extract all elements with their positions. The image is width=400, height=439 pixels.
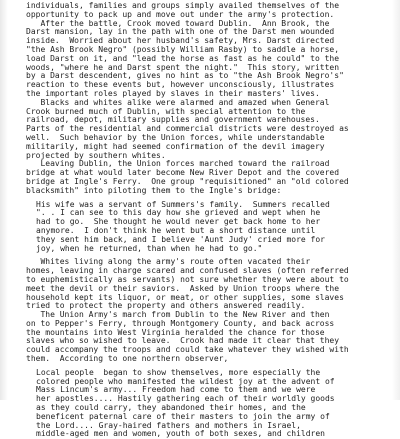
text-line: After the battle, Crook moved toward Dublin. Ann Brook, the (26, 18, 330, 28)
text-line: "the Ash Brook Negro" (possibly William Rasby) to saddle a horse, (26, 44, 340, 54)
block-quote (26, 201, 380, 254)
text-line: tried to protect the property and others answered readily. (26, 301, 306, 311)
text-line: opportunity to pack up and move out under the army's protection. (26, 9, 335, 19)
text-line: colored people who manifested the wildest joy at the advent of (36, 376, 335, 386)
text-line: individuals, families and groups simply availed themselves of the (26, 1, 340, 10)
text-line: the important roles played by slaves in their masters' lives. (26, 88, 320, 98)
text-line: blacksmith" into piloting them to the Ingle's bridge: (26, 185, 282, 195)
text-line: her apostles.... Hastily gathering each of their worldly goods (36, 394, 335, 404)
text-line: could accompany the troops and could take whatever they wished with (26, 345, 349, 355)
text-line: Mass Lincum's army... Freedom had come to them and we were (36, 385, 316, 395)
text-line: to euphemistically as servants) not sure whether they were about to (26, 274, 349, 284)
paragraph (26, 258, 380, 364)
text-line: Local people began to show themselves, more especially the (36, 367, 321, 377)
text-line: household kept its liquor, or meat, or other supplies, some slaves (26, 292, 344, 302)
text-line: militarily, might had seemed confirmation of the devil imagery (26, 141, 325, 151)
text-line: load Darst on it, and "lead the horse as fast as he could" to the (26, 53, 340, 63)
text-line: by a Darst descendent, gives no hint as to "the Ash Brook Negro's" (26, 71, 344, 81)
text-line: His wife was a servant of Summers's family. Summers recalled (36, 199, 330, 209)
text-line: middle-aged men and women, youth of both sexes, and children (36, 429, 325, 439)
text-line: the mountains into West Virginia heralded the chance for those (26, 327, 325, 337)
page-left-edge-shadow (0, 0, 8, 400)
text-line: Darst mansion, lay in the path with one of the Darst men wounded (26, 27, 335, 37)
paragraph (26, 2, 380, 196)
text-line: as they could carry, they abandoned their homes, and the (36, 403, 306, 413)
page-right-edge-shadow (392, 0, 400, 400)
text-line: slaves who so wished to leave. Crook had made it clear that they (26, 336, 340, 346)
text-line: projected by southern whites. (26, 150, 166, 160)
text-line: bridge at Ingle's Ferry. One group "requisitioned" an "old colored (26, 176, 349, 186)
text-line: beneficent paternal care of their masters to join the army of (36, 411, 330, 421)
text-line: Parts of the residential and commercial districts were destroyed as (26, 124, 349, 134)
text-line: joy, when he returned, than when he had to go." (36, 243, 263, 253)
text-line: ". . I can see to this day how she grieved and wept when he (36, 208, 321, 218)
text-line: railroad, depot, military supplies and government warehouses. (26, 115, 320, 125)
text-line: had to go. She thought he would never get back home to her (36, 217, 321, 227)
body-text (26, 2, 380, 439)
text-line: on to Pepper's Ferry, through Montgomery County, and back across (26, 318, 335, 328)
text-line: the Lord.... Gray-haired fathers and mothers in Israel, (36, 420, 301, 430)
text-line: Leaving Dublin, the Union forces marched toward the railroad (26, 159, 330, 169)
text-line: reaction to these events but, however unconsciously, illustrates (26, 80, 335, 90)
text-line: woods, "where he and Darst spent the night." This story, written (26, 62, 340, 72)
text-line: Whites living along the army's route often vacated their (26, 257, 311, 267)
block-quote (26, 369, 380, 439)
text-line: bridge at what would later become New River Depot and the covered (26, 168, 340, 178)
text-line: Crook burned much of Dublin, with special attention to the (26, 106, 306, 116)
text-line: Blacks and whites alike were alarmed and amazed when General (26, 97, 330, 107)
text-line: well. Such behavior by the Union forces, while understandable (26, 132, 325, 142)
text-line: anymore. I don't think he went but a short distance until (36, 225, 316, 235)
text-line: inside. Worried about her husband's safety, Mrs. Darst directed (26, 36, 335, 46)
text-line: meet the devil or their saviors. Asked by Union troops where the (26, 283, 340, 293)
text-line: them. According to one northern observer, (26, 354, 229, 364)
text-line: The Union Army's march from Dublin to the New River and then (26, 310, 330, 320)
text-line: homes, leaving in charge scared and confused slaves (often referred (26, 266, 349, 276)
text-line: they sent him back, and I believe 'Aunt Judy' cried more for (36, 234, 325, 244)
